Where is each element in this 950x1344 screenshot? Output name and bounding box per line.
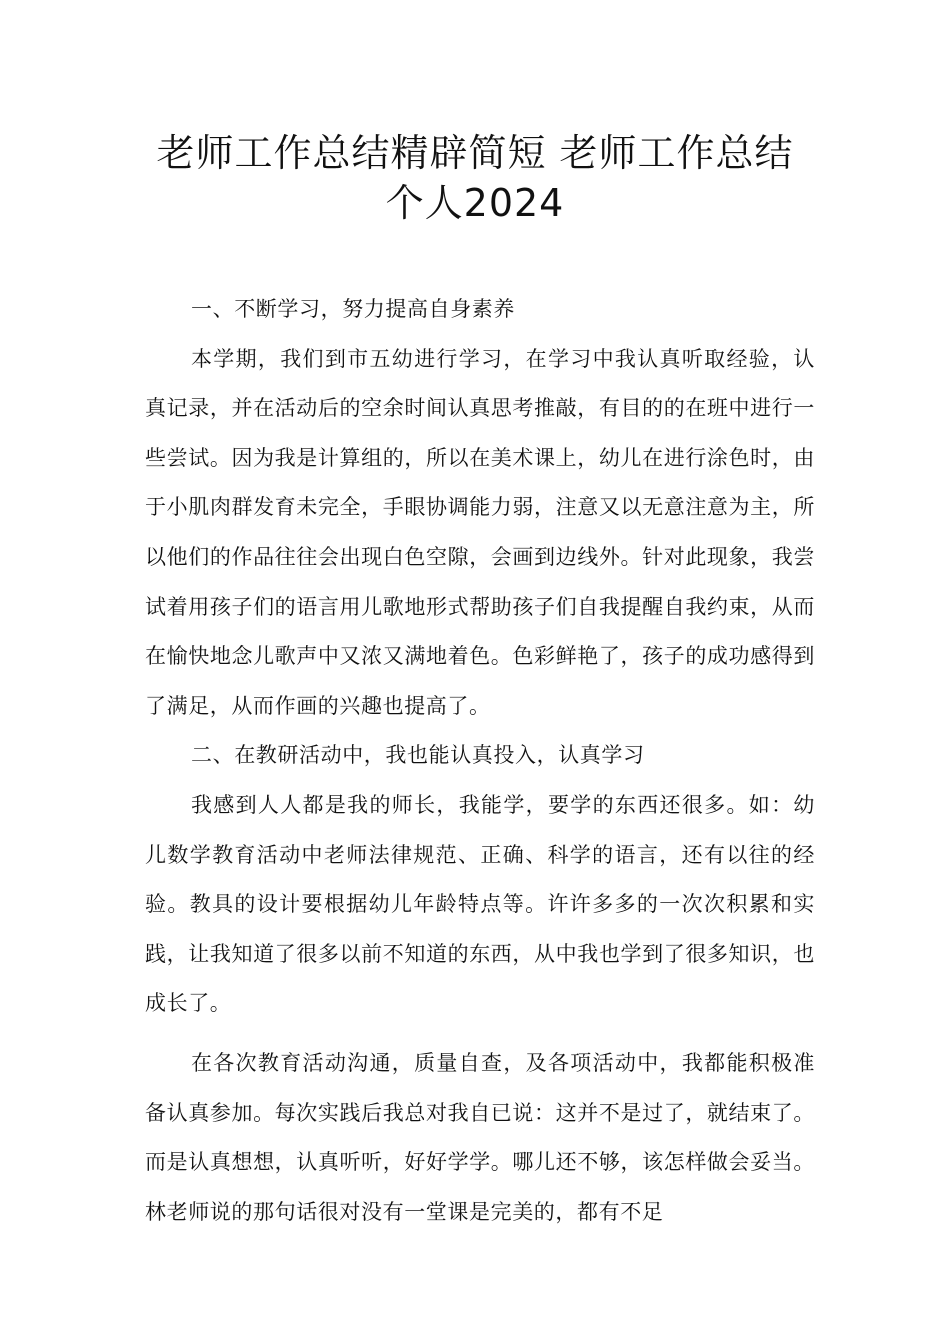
paragraph-1: 本学期，我们到市五幼进行学习，在学习中我认真听取经验，认真记录，并在活动后的空余时间认真思考推敲，有目的的在班中进行一些尝试。因为我是计算组的，所以在美术课上，幼儿在进行涂色时，由于小肌肉群发育未完全，手眼协调能力弱，注意又以无意注意为主，所以他们的作品往往会出现白色空隙，会画到边线外。针对此现象，我尝试着用孩子们的语言用儿歌地形式帮助孩子们自我提醒自我约束，从而在愉快地念儿歌声中又浓又满地着色。色彩鲜艳了，孩子的成功感得到了满足，从而作画的兴趣也提高了。 [145,346,815,718]
section-heading-2: 二、在教研活动中，我也能认真投入，认真学习 [191,743,645,768]
document-body [145,285,815,1237]
paragraph-3: 在各次教育活动沟通，质量自查，及各项活动中，我都能积极准备认真参加。每次实践后我总对我自已说：这并不是过了，就结束了。而是认真想想，认真听听，好好学学。哪儿还不够，该怎样做会妥当。林老师说的那句话很对没有一堂课是完美的，都有不足 [145,1050,815,1224]
paragraph-2: 我感到人人都是我的师长，我能学，要学的东西还很多。如：幼儿数学教育活动中老师法律规范、正确、科学的语言，还有以往的经验。教具的设计要根据幼儿年龄特点等。许许多多的一次次积累和实践，让我知道了很多以前不知道的东西，从中我也学到了很多知识，也成长了。 [145,792,815,1016]
title-line-1: 老师工作总结精辟简短 老师工作总结 [156,131,794,175]
document-title [100,128,850,228]
title-line-2: 个人2024 [385,181,565,225]
paragraph-gap [145,1029,815,1039]
section-heading-1: 一、不断学习，努力提高自身素养 [191,297,515,321]
